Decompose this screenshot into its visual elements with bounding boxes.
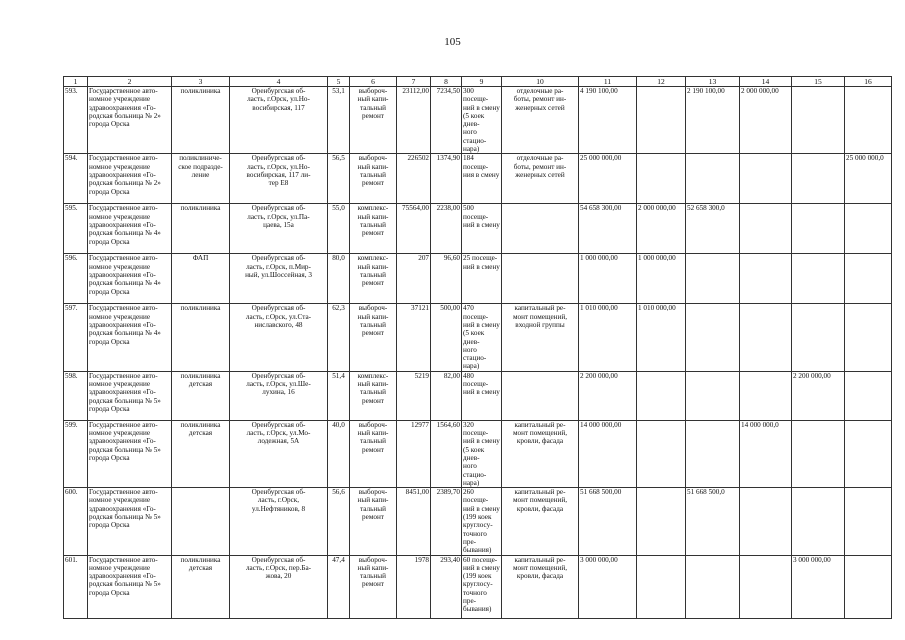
area-cell: 2389,70 bbox=[431, 488, 462, 555]
year-2020-cell bbox=[637, 555, 686, 618]
row-number-cell: 600. bbox=[64, 488, 88, 555]
facility-type-cell: ФАП bbox=[172, 254, 230, 304]
organization-cell: Государственное авто- номное учреждение здравоохранения «Го- родская больница № 4» города Орска bbox=[88, 304, 172, 371]
capacity-cell: 300 посеще- ний в смену (5 коек днев- ного стацио- нара) bbox=[463, 87, 500, 154]
organization-cell: Государственное авто- номное учреждение здравоохранения «Го- родская больница № 5» города Орска bbox=[88, 371, 172, 420]
year-2023-cell bbox=[792, 154, 845, 204]
wear-percent-cell: 53,1 bbox=[328, 87, 350, 154]
year-2024-cell bbox=[845, 420, 892, 487]
repair-type-cell: выбороч- ный капи- тальный ремонт bbox=[350, 555, 397, 618]
work-description-cell: капитальный ре- монт помещений, кровли, фасада bbox=[502, 555, 579, 618]
wear-percent-cell: 80,0 bbox=[328, 254, 350, 304]
year-2024-cell bbox=[845, 555, 892, 618]
year-2020-cell: 2 000 000,00 bbox=[637, 204, 686, 254]
volume-cell: 23112,00 bbox=[397, 87, 431, 154]
facility-type-cell: поликлиника bbox=[172, 304, 230, 371]
capacity-cell: 25 посеще- ний в смену bbox=[462, 254, 502, 304]
table-row bbox=[64, 371, 892, 420]
capacity-cell: 320 посеще- ний в смену (5 коек днев- ного стацио- нара) bbox=[463, 420, 500, 487]
wear-percent-cell: 56,6 bbox=[328, 488, 350, 555]
header-cell: 16 bbox=[845, 77, 892, 87]
year-2021-cell bbox=[686, 371, 740, 420]
address-cell: Оренбургская об- ласть, г.Орск, ул.Но- восибирская, 117 bbox=[230, 87, 328, 154]
area-cell: 82,00 bbox=[431, 371, 462, 420]
year-2024-cell bbox=[845, 371, 892, 420]
work-description-cell bbox=[502, 254, 579, 304]
organization-cell: Государственное авто- номное учреждение здравоохранения «Го- родская больница № 2» города Орска bbox=[88, 154, 172, 204]
facility-type-cell: поликлиника детская bbox=[172, 420, 230, 487]
volume-cell: 12977 bbox=[397, 420, 431, 487]
year-2022-cell bbox=[740, 371, 792, 420]
work-description-cell: капитальный ре- монт помещений, входной группы bbox=[502, 304, 579, 371]
header-cell: 13 bbox=[686, 77, 740, 87]
area-cell: 1374,90 bbox=[431, 154, 462, 204]
header-cell: 3 bbox=[172, 77, 230, 87]
total-cost-cell: 51 668 500,00 bbox=[579, 488, 637, 555]
facility-type-cell: поликлиника детская bbox=[172, 371, 230, 420]
total-cost-cell: 3 000 000,00 bbox=[579, 555, 637, 618]
address-cell: Оренбургская об- ласть, г.Орск, ул.Мо- лодежная, 5А bbox=[230, 420, 328, 487]
year-2020-cell bbox=[637, 420, 686, 487]
header-cell: 8 bbox=[431, 77, 462, 87]
register-table bbox=[63, 76, 892, 619]
header-cell: 15 bbox=[792, 77, 845, 87]
capacity-cell: 500 посеще- ний в смену bbox=[462, 204, 502, 254]
header-cell: 10 bbox=[502, 77, 579, 87]
facility-type-cell: поликлиниче- ское подразде- ление bbox=[172, 154, 230, 204]
facility-type-cell bbox=[172, 488, 230, 555]
repair-type-cell: выбороч- ный капи- тальный ремонт bbox=[350, 488, 397, 555]
year-2023-cell: 3 000 000,00 bbox=[792, 555, 845, 618]
row-number-cell: 597. bbox=[64, 304, 88, 371]
year-2021-cell bbox=[686, 420, 740, 487]
wear-percent-cell: 62,3 bbox=[328, 304, 350, 371]
organization-cell: Государственное авто- номное учреждение здравоохранения «Го- родская больница № 4» города Орска bbox=[88, 254, 172, 304]
year-2023-cell bbox=[792, 87, 845, 154]
header-cell: 7 bbox=[397, 77, 431, 87]
year-2021-cell: 51 668 500,0 bbox=[686, 488, 740, 555]
total-cost-cell: 54 658 300,00 bbox=[579, 204, 637, 254]
header-row bbox=[64, 77, 892, 87]
year-2022-cell: 2 000 000,00 bbox=[740, 87, 792, 154]
organization-cell: Государственное авто- номное учреждение здравоохранения «Го- родская больница № 5» города Орска bbox=[88, 555, 172, 618]
header-cell: 12 bbox=[637, 77, 686, 87]
volume-cell: 207 bbox=[397, 254, 431, 304]
total-cost-cell: 1 010 000,00 bbox=[579, 304, 637, 371]
year-2021-cell: 52 658 300,0 bbox=[686, 204, 740, 254]
year-2023-cell bbox=[792, 304, 845, 371]
area-cell: 1564,60 bbox=[431, 420, 462, 487]
year-2024-cell bbox=[845, 87, 892, 154]
year-2022-cell bbox=[740, 204, 792, 254]
work-description-cell bbox=[502, 371, 579, 420]
total-cost-cell: 14 000 000,00 bbox=[579, 420, 637, 487]
year-2020-cell: 1 000 000,00 bbox=[637, 254, 686, 304]
area-cell: 2238,00 bbox=[431, 204, 462, 254]
year-2024-cell bbox=[845, 204, 892, 254]
year-2022-cell bbox=[740, 555, 792, 618]
repair-type-cell: выбороч- ный капи- тальный ремонт bbox=[350, 420, 397, 487]
volume-cell: 8451,00 bbox=[397, 488, 431, 555]
work-description-cell: капитальный ре- монт помещений, кровли, фасада bbox=[502, 488, 579, 555]
capacity-cell: 60 посеще- ний в смену (199 коек круглосу- точного пре- бывания) bbox=[462, 555, 502, 618]
page-number: 105 bbox=[444, 36, 461, 48]
volume-cell: 37121 bbox=[397, 304, 431, 371]
year-2021-cell bbox=[686, 304, 740, 371]
repair-type-cell: выбороч- ный капи- тальный ремонт bbox=[350, 154, 397, 204]
facility-type-cell: поликлиника детская bbox=[172, 555, 230, 618]
table-row bbox=[64, 420, 892, 487]
facility-type-cell: поликлиника bbox=[172, 87, 230, 154]
volume-cell: 1978 bbox=[397, 555, 431, 618]
volume-cell: 75564,00 bbox=[397, 204, 431, 254]
year-2022-cell bbox=[740, 254, 792, 304]
year-2024-cell bbox=[845, 254, 892, 304]
repair-type-cell: комплекс- ный капи- тальный ремонт bbox=[350, 204, 397, 254]
year-2021-cell bbox=[686, 254, 740, 304]
address-cell: Оренбургская об- ласть, г.Орск, ул.Но- восибирская, 117 ли- тер Е8 bbox=[230, 154, 328, 204]
work-description-cell bbox=[502, 204, 579, 254]
work-description-cell: отделочные ра- боты, ремонт ин- женерных сетей bbox=[502, 154, 579, 204]
address-cell: Оренбургская об- ласть, г.Орск, п.Мир- ный, ул.Шоссейная, 3 bbox=[230, 254, 328, 304]
total-cost-cell: 25 000 000,00 bbox=[579, 154, 637, 204]
facility-type-cell: поликлиника bbox=[172, 204, 230, 254]
year-2023-cell: 2 200 000,00 bbox=[792, 371, 845, 420]
volume-cell: 5219 bbox=[397, 371, 431, 420]
table-row bbox=[64, 254, 892, 304]
row-number-cell: 596. bbox=[64, 254, 88, 304]
repair-type-cell: выбороч- ный капи- тальный ремонт bbox=[350, 87, 397, 154]
year-2024-cell: 25 000 000,0 bbox=[845, 154, 892, 204]
address-cell: Оренбургская об- ласть, г.Орск, пер.Ба- жова, 20 bbox=[230, 555, 328, 618]
header-cell: 14 bbox=[740, 77, 792, 87]
capacity-cell: 260 посеще- ний в смену (199 коек круглосу- точного пре- бывания) bbox=[463, 488, 500, 555]
work-description-cell: капитальный ре- монт помещений, кровли, фасада bbox=[502, 420, 579, 487]
total-cost-cell: 4 190 100,00 bbox=[579, 87, 637, 154]
table-row bbox=[64, 488, 892, 555]
row-number-cell: 594. bbox=[64, 154, 88, 204]
year-2022-cell bbox=[740, 304, 792, 371]
row-number-cell: 598. bbox=[64, 371, 88, 420]
table-row bbox=[64, 154, 892, 204]
total-cost-cell: 2 200 000,00 bbox=[579, 371, 637, 420]
header-cell: 1 bbox=[64, 77, 88, 87]
organization-cell: Государственное авто- номное учреждение здравоохранения «Го- родская больница № 5» города Орска bbox=[88, 488, 172, 555]
year-2022-cell: 14 000 000,0 bbox=[740, 420, 792, 487]
header-cell: 11 bbox=[579, 77, 637, 87]
wear-percent-cell: 40,0 bbox=[328, 420, 350, 487]
year-2021-cell bbox=[686, 154, 740, 204]
year-2020-cell bbox=[637, 154, 686, 204]
header-cell: 6 bbox=[350, 77, 397, 87]
year-2020-cell bbox=[637, 87, 686, 154]
year-2020-cell: 1 010 000,00 bbox=[637, 304, 686, 371]
table-row bbox=[64, 204, 892, 254]
organization-cell: Государственное авто- номное учреждение здравоохранения «Го- родская больница № 4» города Орска bbox=[88, 204, 172, 254]
year-2023-cell bbox=[792, 420, 845, 487]
address-cell: Оренбургская об- ласть, г.Орск, ул.Ше- лухина, 16 bbox=[230, 371, 328, 420]
row-number-cell: 593. bbox=[64, 87, 88, 154]
capacity-cell: 480 посеще- ний в смену bbox=[462, 371, 502, 420]
table-row bbox=[64, 555, 892, 618]
repair-type-cell: комплекс- ный капи- тальный ремонт bbox=[350, 371, 397, 420]
capacity-cell: 184 посеще- ния в смену bbox=[462, 154, 502, 204]
table-body bbox=[64, 77, 892, 619]
row-number-cell: 595. bbox=[64, 204, 88, 254]
repair-type-cell: комплекс- ный капи- тальный ремонт bbox=[350, 254, 397, 304]
row-number-cell: 599. bbox=[64, 420, 88, 487]
wear-percent-cell: 55,0 bbox=[328, 204, 350, 254]
address-cell: Оренбургская об- ласть, г.Орск, ул.Па- цаева, 15а bbox=[230, 204, 328, 254]
year-2023-cell bbox=[792, 488, 845, 555]
header-cell: 9 bbox=[462, 77, 502, 87]
year-2024-cell bbox=[845, 488, 892, 555]
area-cell: 7234,50 bbox=[431, 87, 462, 154]
year-2022-cell bbox=[740, 154, 792, 204]
header-cell: 4 bbox=[230, 77, 328, 87]
organization-cell: Государственное авто- номное учреждение здравоохранения «Го- родская больница № 5» города Орска bbox=[88, 420, 172, 487]
organization-cell: Государственное авто- номное учреждение здравоохранения «Го- родская больница № 2» города Орска bbox=[88, 87, 172, 154]
header-cell: 2 bbox=[88, 77, 172, 87]
header-cell: 5 bbox=[328, 77, 350, 87]
wear-percent-cell: 47,4 bbox=[328, 555, 350, 618]
year-2023-cell bbox=[792, 254, 845, 304]
year-2021-cell bbox=[686, 555, 740, 618]
area-cell: 500,00 bbox=[431, 304, 462, 371]
total-cost-cell: 1 000 000,00 bbox=[579, 254, 637, 304]
wear-percent-cell: 51,4 bbox=[328, 371, 350, 420]
repair-type-cell: выбороч- ный капи- тальный ремонт bbox=[350, 304, 397, 371]
work-description-cell: отделочные ра- боты, ремонт ин- женерных сетей bbox=[502, 87, 579, 154]
wear-percent-cell: 56,5 bbox=[328, 154, 350, 204]
year-2021-cell: 2 190 100,00 bbox=[686, 87, 740, 154]
table-row bbox=[64, 304, 892, 371]
area-cell: 96,60 bbox=[431, 254, 462, 304]
year-2020-cell bbox=[637, 371, 686, 420]
row-number-cell: 601. bbox=[64, 555, 88, 618]
year-2023-cell bbox=[792, 204, 845, 254]
table-row bbox=[64, 87, 892, 154]
volume-cell: 226502 bbox=[397, 154, 431, 204]
address-cell: Оренбургская об- ласть, г.Орск, ул.Нефтяников, 8 bbox=[230, 488, 328, 555]
area-cell: 293,40 bbox=[431, 555, 462, 618]
address-cell: Оренбургская об- ласть, г.Орск, ул.Ста- ниславского, 48 bbox=[230, 304, 328, 371]
capacity-cell: 470 посеще- ний в смену (5 коек днев- ного стацио- нара) bbox=[463, 304, 500, 371]
year-2024-cell bbox=[845, 304, 892, 371]
year-2020-cell bbox=[637, 488, 686, 555]
year-2022-cell bbox=[740, 488, 792, 555]
